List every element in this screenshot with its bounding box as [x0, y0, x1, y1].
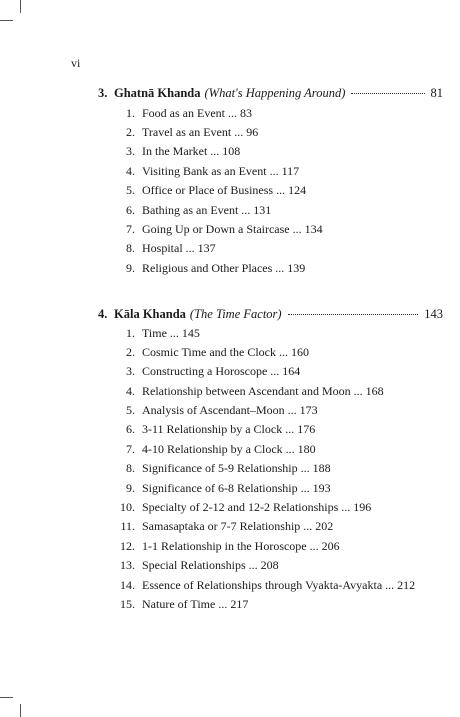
section-title: Ghatnā Khanda	[114, 86, 201, 100]
toc-entry	[100, 164, 299, 180]
entry-number: 7.	[126, 222, 135, 236]
crop-mark-bottom-vertical	[20, 704, 21, 717]
entry-number: 2.	[126, 125, 135, 139]
entry-text: Visiting Bank as an Event ... 117	[142, 164, 300, 178]
entry-number: 8.	[126, 461, 135, 475]
section-number: 3.	[98, 86, 108, 100]
entry-text: In the Market ... 108	[142, 144, 241, 158]
entry-number: 5.	[126, 183, 135, 197]
entry-number: 2.	[126, 345, 135, 359]
entry-text: 3-11 Relationship by a Clock ... 176	[142, 422, 316, 436]
page-number: vi	[71, 56, 81, 70]
entry-number: 4.	[126, 384, 135, 398]
entry-text: Essence of Relationships through Vyakta-Avyakta ... 212	[142, 578, 416, 592]
toc-entry	[100, 539, 340, 555]
entry-text: Samasaptaka or 7-7 Relationship ... 202	[142, 519, 334, 533]
entry-text: Nature of Time ... 217	[142, 597, 249, 611]
toc-entry	[100, 326, 200, 342]
entry-number: 9.	[126, 261, 135, 275]
toc-entry	[100, 241, 216, 257]
entry-number: 6.	[126, 203, 135, 217]
entry-text: Hospital ... 137	[142, 241, 216, 255]
section-heading	[98, 307, 443, 322]
toc-entry	[100, 519, 333, 535]
toc-entry	[100, 364, 300, 380]
toc-entry	[100, 125, 258, 141]
entry-number: 5.	[126, 403, 135, 417]
toc-entry	[100, 403, 318, 419]
crop-mark-top-horizontal	[0, 20, 13, 21]
entry-text: Specialty of 2-12 and 12-2 Relationships ... 196	[142, 500, 372, 514]
entry-text: Time ... 145	[142, 326, 200, 340]
entry-number: 1.	[126, 106, 135, 120]
toc-entry	[100, 578, 415, 594]
section-title: Kāla Khanda	[114, 307, 186, 321]
entry-number: 1.	[126, 326, 135, 340]
entry-number: 11.	[120, 519, 135, 533]
entry-text: Special Relationships ... 208	[142, 558, 279, 572]
entry-number: 9.	[126, 481, 135, 495]
section-subtitle: (What's Happening Around)	[204, 86, 346, 100]
toc-entry	[100, 558, 279, 574]
entry-text: Food as an Event ... 83	[142, 106, 252, 120]
entry-text: 4-10 Relationship by a Clock ... 180	[142, 442, 316, 456]
entry-text: Relationship between Ascendant and Moon ... 168	[142, 384, 384, 398]
toc-entry	[100, 384, 384, 400]
entry-number: 10.	[120, 500, 135, 514]
toc-entry	[100, 481, 331, 497]
section-page: 81	[430, 86, 443, 100]
entry-number: 8.	[126, 241, 135, 255]
toc-entry	[100, 345, 309, 361]
dot-leader	[351, 93, 424, 94]
entry-text: Office or Place of Business ... 124	[142, 183, 307, 197]
toc-entry	[100, 442, 316, 458]
entry-number: 4.	[126, 164, 135, 178]
entry-text: Constructing a Horoscope ... 164	[142, 364, 301, 378]
entry-text: Going Up or Down a Staircase ... 134	[142, 222, 323, 236]
entry-text: Bathing as an Event ... 131	[142, 203, 272, 217]
entry-text: Travel as an Event ... 96	[142, 125, 259, 139]
toc-entry	[100, 144, 240, 160]
toc-entry	[100, 261, 305, 277]
toc-entry	[100, 183, 306, 199]
entry-number: 3.	[126, 364, 135, 378]
toc-entry	[100, 422, 315, 438]
entry-text: Religious and Other Places ... 139	[142, 261, 306, 275]
entry-number: 6.	[126, 422, 135, 436]
toc-entry	[100, 500, 371, 516]
entry-text: Significance of 6-8 Relationship ... 193	[142, 481, 331, 495]
section-subtitle: (The Time Factor)	[189, 307, 282, 321]
section-number: 4.	[98, 307, 108, 321]
entry-number: 14.	[120, 578, 135, 592]
entry-text: Analysis of Ascendant–Moon ... 173	[142, 403, 318, 417]
entry-number: 3.	[126, 144, 135, 158]
toc-entry	[100, 222, 323, 238]
crop-mark-bottom-horizontal	[0, 697, 13, 698]
toc-entry	[100, 106, 252, 122]
section-page: 143	[424, 307, 443, 321]
entry-number: 7.	[126, 442, 135, 456]
section-heading	[98, 86, 443, 101]
toc-entry	[100, 597, 248, 613]
entry-number: 13.	[120, 558, 135, 572]
entry-text: 1-1 Relationship in the Horoscope ... 206	[142, 539, 340, 553]
entry-text: Significance of 5-9 Relationship ... 188	[142, 461, 331, 475]
crop-mark-top-vertical	[20, 0, 21, 13]
entry-number: 12.	[120, 539, 135, 553]
dot-leader	[288, 314, 419, 315]
toc-entry	[100, 203, 271, 219]
entry-number: 15.	[120, 597, 135, 611]
toc-entry	[100, 461, 331, 477]
entry-text: Cosmic Time and the Clock ... 160	[142, 345, 310, 359]
